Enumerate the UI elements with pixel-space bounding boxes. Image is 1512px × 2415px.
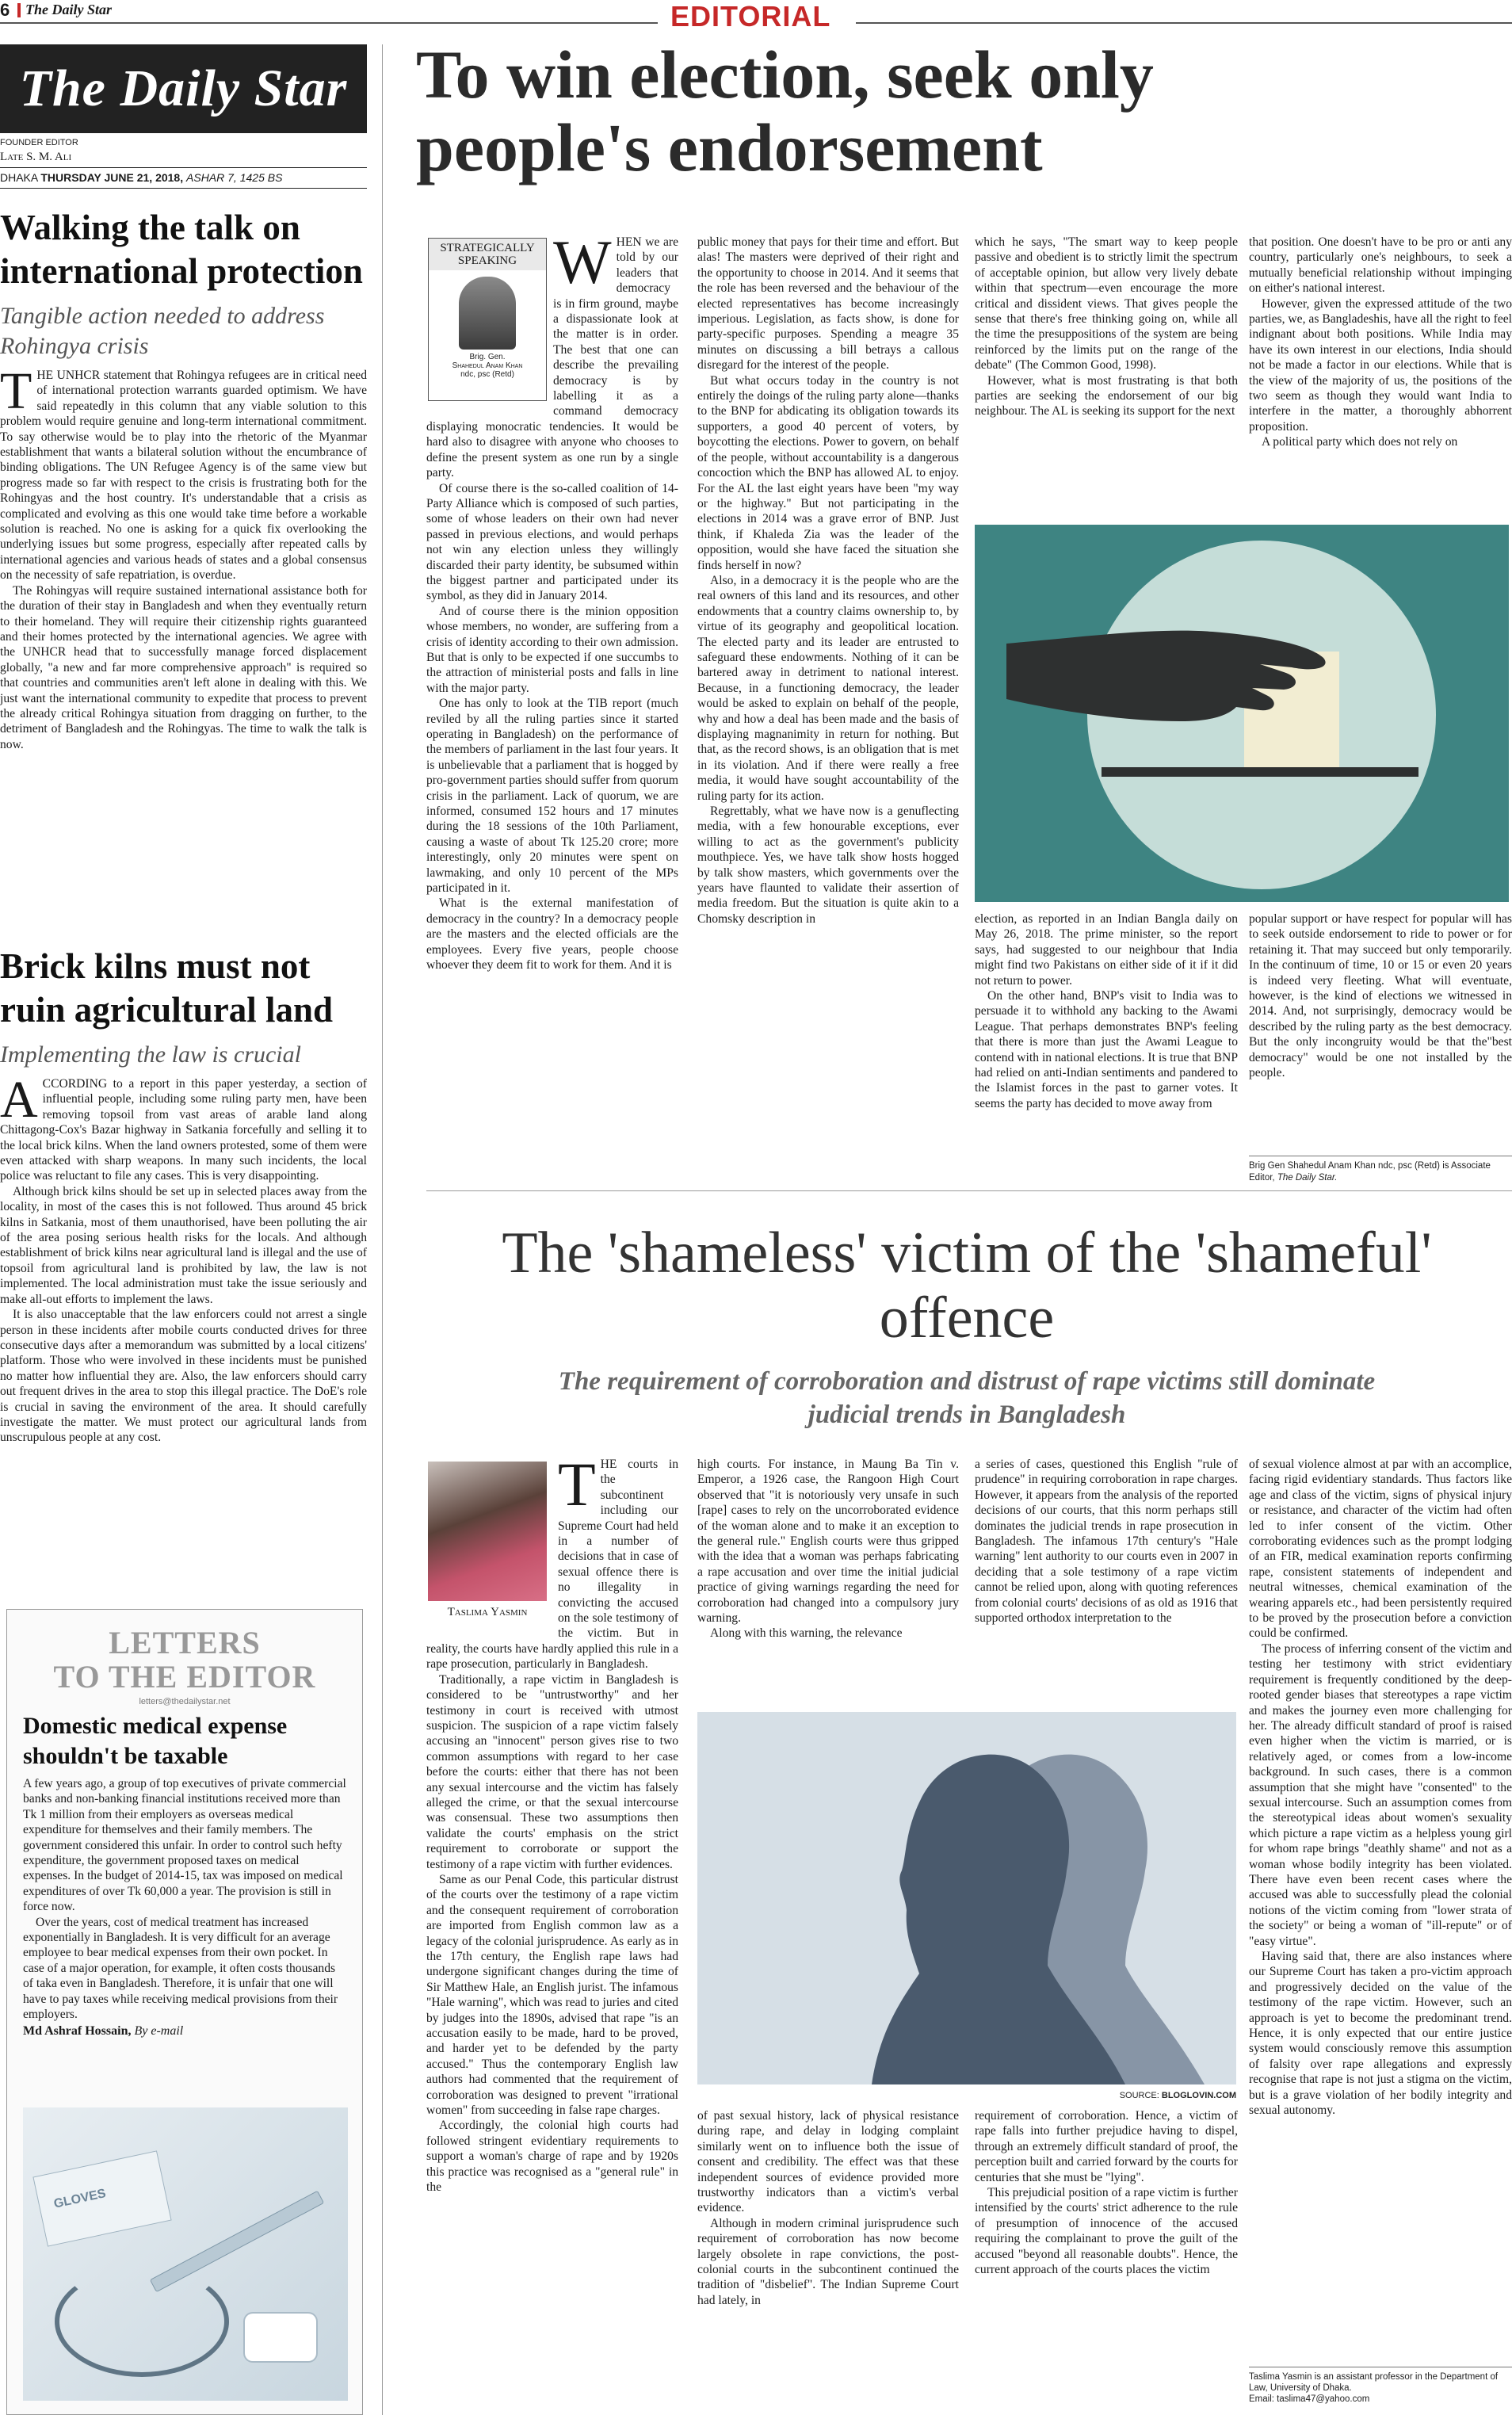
article-2-p13: The process of inferring consent of the victim and testing her testimony with strict evidentiary requirement is frequently conditioned by the deep-rooted gender biases that stereotypes a rape victim and makes the journey even more challenging for her. The already difficult standard of proof is raised even higher when the victim is married, or is relatively aged, or comes from a low-income background. In such cases, there is a common assumption that she might have "consented" to the sexual intercourse. Such an assumption comes from the stereotypical ideas about women's sexuality which picture a rape victim as a helpless young girl for whom rape brings "deathly shame" and not as a woman whose bodily integrity has been violated. There have even been recent cases where the accused was able to successfully plead the colonial notions of the victim coming from "lower strata of the society" or being a woman of "ill-repute" or of "easy virtue". [1249,1641,1512,1948]
drop-cap: T [0,362,32,420]
editorial-1-title: Walking the talk on international protection [0,208,363,291]
drop-cap: A [0,1071,38,1129]
editorial-brick-kilns [0,945,367,1658]
pills [245,2314,316,2361]
article-1-p9: Regrettably, what we have now is a genuflecting media, with a few honourable exceptions, ever willing to act as the government's publicity mouthpiece. Yes, we have talk show hosts hogged by talk show masters, which governments over the years have flaunted to validate their assertion of media freedom. But the situation is quite akin to a Chomsky description in [697,804,959,926]
editorial-1-body-2: The Rohingyas will require sustained international assistance both for the duration of their stay in Bangladesh and when they eventually return to their homeland. They will require their citizenship rights guaranteed and their homes protected by the international agencies. We agree with the UNHCR head that to successfully manage forced displacement globally, "a new and far more comprehensive approach" is required so that countries and communities aren't left alone in dealing with this. We just want the international community to expedite that process to prevent the already critical Rohingya situation from dragging on further, to the detriment of Bangladesh and the Rohingyas. The time to walk the talk is now. [0,583,367,751]
article-1-p1: WHEN we are told by our leaders that democracy is in firm ground, maybe a dispassionate look at the matter is in order. The best that one can describe the prevailing democracy is by labelling it as a command democracy displaying monocratic tendencies. It would be hard also to disagree with anyone who chooses to define the present system as one run by a single party. [426,235,678,480]
hand-shape [1006,631,1326,721]
article-1-p14: A political party which does not rely on [1262,435,1458,449]
article-2-col-3 [975,1457,1238,1702]
gloves-box-label: GLOVES [52,2187,108,2211]
letter-title: Domestic medical expense shouldn't be taxable [23,1713,288,1769]
article-1-p13: However, given the expressed attitude of the two parties, we, as Bangladeshis, have all the right to feel indignant about both positions. While India may have its own interest in our elections, India should not be made a factor in our elections. While that is the view of the majority of us, the positions of the two seem as though they would want India to interfere in the matter, a thoroughly abhorrent proposition. [1249,296,1512,434]
article-2-email: Email: taslima47@yahoo.com [1249,2394,1370,2404]
article-1-col-4b [1249,911,1512,1149]
article-2-bio [1249,2371,1512,2405]
editorial-1-body-1: THE UNHCR statement that Rohingya refugees are in critical need of international protection warrants guarded optimism. We have said repeatedly in this column that any viable solution to this problem would require genuine and long-term international commitment. To say otherwise would be to play into the rhetoric of the Myanmar establishment that wants a bilateral solution without the encumbrance of binding obligations. The UN Refugee Agency is of the same view but progress made so far with respect to the crisis is frustrating both for the Rohingyas and the host country. It's understandable that a crisis as complicated and evolving as this one would take time before a workable solution is reached. No one is asking for a quick fix overlooking the underlying issues but some progress, especially after repeated calls by international agencies and various heads of states and a global consensus on the necessity of safe repatriation, is overdue. [0,362,367,583]
header-paper-name: The Daily Star [25,2,113,17]
article-1-col-4 [1249,235,1512,512]
editorial-2-title: Brick kilns must not ruin agricultural land [0,946,334,1030]
silhouette-icon [697,1712,1236,2084]
letter-via: By e-mail [134,2023,184,2038]
article-2-p14: Having said that, there are also instances where our Supreme Court has taken a pro-victim approach and progressively decided on the value of the testimony of the rape victim. However, such an approach is yet to become the predominant trend. Hence, it is only expected that our entire justice system would consciously remove this assumption of falsity over rape allegations and expressly recognise that rape is not just a stigma on the victim, but is a grave violation of her bodily integrity and sexual autonomy. [1249,1950,1512,2118]
letter-body-1: A few years ago, a group of top executives of private commercial banks and non-banking financial institutions received more than Tk 1 million from their employers as overseas medical expenditure for themselves and their family members. The government considered this unfair. In order to control such hefty expenditure, the government proposed taxes on medical expenses. In the budget of 2014-15, tax was imposed on medical expenditures of over Tk 60,000 a year. The provision is still in force now. [23,1777,346,1914]
editorial-2-body-2: Although brick kilns should be set up in selected places away from the locality, in most of the cases this is not followed. Thus around 45 brick kilns in Satkania, most of them unauthorised, have been polluting the air of the area posing serious health risks for the locals. And although establishment of brick kilns near agricultural land is illegal and the use of topsoil from agricultural land is prohibited by law, the law is not implemented. The local administration must take the issue seriously and make all-out efforts to implement the laws. [0,1184,367,1306]
column-divider [382,44,383,2415]
photo-spacer [426,1457,558,1636]
article-2-p12: of sexual violence almost at par with an accomplice, facing rigid evidentiary standards. Thus factors like age and class of the victim, signs of physical injury or resistance, and character of the victim had often led to infer consent of the victim. Other corroborating evidences such as the prompt lodging of an FIR, medical examination reports confirming rape, consistent statements of independent and neutral witnesses, chemical examination of the wearing apparels etc., had been persistently required to be proved by the prosecution before a conviction could be confirmed. [1249,1458,1512,1641]
gloves-box [32,2150,171,2246]
editorial-rohingya [0,206,367,935]
dateline-rule-top [0,167,367,168]
editorial-2-body-3: It is also unacceptable that the law enforcers could not arrest a single person in these incidents after mobile courts conducted drives for three consecutive days after a memorandum was submitted by a local citizens' platform. Those who were involved in these incidents must be punished no matter how influential they are. Also, the law enforcers should carry out frequent drives in the area to stop this illegal practice. The DoE's role is crucial in saving the environment of the area. It should carefully investigate the matter. We must protect our agricultural lands from unscrupulous people at any cost. [0,1308,367,1445]
drop-cap: T [558,1457,596,1519]
article-2-p5: high courts. For instance, in Maung Ba Tin v. Emperor, a 1926 case, the Rangoon High Court observed that "it is notoriously very unsafe in such [rape] cases to rely on the uncorroborated evidence of the woman alone and to make it an exception to the general rule." English courts were thus gripped with the idea that a woman was perhaps fabricating a rape accusation and over time the initial judicial practice of giving warnings regarding the need for corroboration had changed into a compulsory jury warning. [697,1458,959,1626]
article-2-col-3b [975,2108,1238,2415]
article-1-p17: popular support or have respect for popular will has to seek outside endorsement to ride to power or for retaining it. That may succeed but only temporarily. In the continuum of time, 10 or 15 or even 20 years is indeed very fleeting. What will eventuate, however, is the kind of elections we witnessed in 2014. And, not surprisingly, democracy would be described by the ruling party as the best democracy. But the only incongruity would be that the"best democracy" would be one not installed by the people. [1249,912,1512,1080]
article-2-p1: THE courts in the subcontinent including our Supreme Court had held in a number of decisions that in case of sexual offence there is no illegality in convicting the accused on the sole testimony of the victim. But in reality, the courts have hardly applied this rule in a rape prosecution, particularly in Bangladesh. [426,1457,678,1672]
article-2-headline: The 'shameless' victim of the 'shameful' offence [502,1221,1432,1351]
article-1-col-3 [975,235,1238,512]
article-2-p4: Accordingly, the colonial high courts had followed stringent evidentiary requirements to support a woman's charge of rape and by 1920s this practice was recognised as a "general rule" in the [426,2119,678,2195]
article-1-p10: which he says, "The smart way to keep people passive and obedient is to strictly limit the spectrum of acceptable opinion, but allow very lively debate within that spectrum—even encourage the more critical and dissident views. That gives people the sense that there's free thinking going on, while all the time the presuppositions of the system are being reinforced by the limits put on the range of the debate" (The Common Good, 1998). [975,235,1238,373]
letter-signoff [23,2024,346,2039]
dateline-bangla: ASHAR 7, 1425 BS [186,171,283,184]
article-1-p8: Also, in a democracy it is the people who are the real owners of this land and its resources, and other endowments that a country claims ownership to, by virtue of its geography and geopolitical location. The elected party and its leader are entrusted to safeguard these endowments. Nothing of it can be bartered away in detriment to national interest. Because, in a functioning democracy, the leader would be asked to explain on behalf of the people, why and how a deal has been made and the basis of displaying magnanimity in return for nothing. But that, as the record shows, is an obligation that is met in its violation. And if there were really a free media, it would have sought accountability of the ruling party for its action. [697,573,959,803]
column-name: STRATEGICALLY SPEAKING [429,239,546,270]
hand-icon [975,525,1509,902]
editorial-2-subtitle: Implementing the law is crucial [0,1041,301,1068]
editorial-2-body-1: ACCORDING to a report in this paper yesterday, a section of influential people, including some ruling party men, have been removing topsoil from vast areas of arable land along Chittagong-Cox's Bazar highway in Satkania forcefully and selling it to the local brick kilns. When the land owners protested, some of them were even attacked with sharp weapons. In many such incidents, the local police was reluctant to file any cases. This is very disappointing. [0,1071,367,1183]
author-name: Shahedul Anam Khan [452,361,523,370]
dateline [0,171,367,184]
article-1-p6: public money that pays for their time and effort. But alas! The masters were deprived of their right and the opportunity to choose in 2014. And it seems that the role has been reversed and the behaviour of the elected representatives has become increasingly imperious. Legislation, as facts show, is done for party-specific purposes. Spending a meagre 35 minutes on discussing a bill betrays a callous disregard for the interest of the people. [697,235,959,373]
letter-author: Md Ashraf Hossain, [23,2023,132,2038]
article-separator [426,1190,1512,1191]
article-1-col-1 [426,235,678,1178]
article-1-bio: Brig Gen Shahedul Anam Khan ndc, psc (Retd) is Associate Editor, The Daily Star. [1249,1161,1491,1183]
editorial-1-subtitle: Tangible action needed to address Rohingya crisis [0,303,325,359]
header-separator [17,3,21,17]
letters-box [6,1609,363,2415]
article-2-col-1 [426,1457,678,2415]
page-number: 6 [0,0,10,20]
article-1-p15: election, as reported in an Indian Bangla daily on May 26, 2018. The prime minister, so the report says, had suggested to our neighbour that India might find two Pakistans on either side of it if it did not return to power. [975,912,1238,988]
article-1-p12: that position. One doesn't have to be pro or anti any country, particularly one's neighbours, to seek a mutually beneficial relationship without impinging on either's national interest. [1249,235,1512,296]
article-2-col-2 [697,1457,959,1702]
article-1-col-3b [975,911,1238,1173]
author-box-spacer [426,235,553,406]
author-name: Taslima Yasmin [447,1606,528,1618]
article-1-p3: And of course there is the minion opposition whose members, no wonder, are suffering from a crisis of identity according to their own admission. But that is only to be expected if one succumbs to the attraction of ministerial posts and falls in line with the major party. [426,604,678,695]
letter-body-2: Over the years, cost of medical treatment has increased exponentially in Bangladesh. It is very difficult for an average employee to bear medical expenses from their own pocket. In case of a major operation, for example, it often costs thousands of taka even in Bangladesh. Therefore, it is unfair that one will have to pay taxes while receiving medical provisions from their employers. [23,1915,338,2022]
letters-heading-2: TO THE EDITOR [53,1659,316,1695]
article-2-col-2b [697,2108,959,2415]
article-1-p7: But what occurs today in the country is not entirely the doings of the ruling party alone—thanks to the BNP for abdicating its obligation towards its supporters, a good 40 percent of voters, by boycotting the elections. Power to govern, on behalf of the people, without accountability is a dangerous concoction which the BNP has allowed AL to enjoy. For the AL the last eight years have been "my way or the highway." But not participating in the elections in 2014 was a grave error of BNP. Just think, if Khaleda Zia was the leader of the opposition, would she have faced the situation she finds herself in now? [697,373,959,572]
dateline-date: THURSDAY JUNE 21, 2018, [40,171,184,184]
article-2-p7: a series of cases, questioned this English "rule of prudence" in requiring corroboration in rape charges. However, it appears from the analysis of the reported decisions of our courts, that this norm perhaps still dominates the judicial trends in rape prosecution in Bangladesh. The infamous 17th century's "Hale warning" lent authority to our courts even in 2007 in deciding that a sole testimony of a rape victim cannot be relied upon, along with quoting references from colonial courts' decisions of as old as 1916 that supported orthodox interpretation to the [975,1458,1238,1626]
article-1-p11: However, what is most frustrating is that both parties are seeking the endorsement of our big neighbour. The AL is seeking its support for the next [975,373,1238,418]
logo-text: The Daily Star [19,59,348,117]
article-1-headline: To win election, seek only people's endorsement [416,36,1154,185]
header-rule-right [856,22,1512,24]
stethoscope [55,2266,229,2377]
dateline-city: DHAKA [0,171,38,184]
author-rank: Brig. Gen. [469,353,506,361]
letters-heading-1: LETTERS [109,1625,261,1660]
dateline-rule-bottom [0,188,367,189]
ballot-illustration [975,525,1509,902]
masthead-logo [0,44,367,133]
article-2-p10: requirement of corroboration. Hence, a victim of rape falls into further prejudice having to dispel, through an extremely difficult standard of proof, the perception built and carried forward by the courts for centuries that she must be "lying". [975,2109,1238,2184]
section-label: EDITORIAL [670,0,831,32]
article-2-p9: Although in modern criminal jurisprudence such requirement of corroboration has now become largely obsolete in rape convictions, the post-colonial courts in the subcontinent continued the tradition of "disbelief". The Indian Supreme Court had lately, in [697,2216,959,2307]
article-2-p3: Same as our Penal Code, this particular distrust of the courts over the testimony of a rape victim and the consequent requirement of corroboration are imported from English common law as a legacy of the colonial jurisprudence. As early as in the 17th century, the English rape laws had undergone significant changes during the time of Sir Matthew Hale, an English jurist. The infamous "Hale warning", which was read to juries and cited by judges into the 1890s, advised that rape "is an accusation easily to be made, hard to be proved, and harder yet to be defended by the party accused." Thus the contemporary English law authors had commented that the requirement of corroboration was designed to prevent "irrational women" from succeeding in false rape charges. [426,1872,678,2118]
article-2-col-4 [1249,1457,1512,2360]
article-1-p16: On the other hand, BNP's visit to India was to persuade it to withhold any backing to the Awami League. That perhaps demonstrates BNP's feeling that there is more than just the Awami League to contend with in national elections. It is true that BNP had relied on anti-Indian sentiments and pandered to the Islamist forces in the past to garner votes. It seems the party has decided to move away from [975,989,1238,1110]
header-rule-left [0,22,658,24]
founder-name: Late S. M. Ali [0,151,72,163]
article-2-p11: This prejudicial position of a rape victim is further intensified by the courts' strict adherence to the rule of presumption of innocence of the accused requiring the complainant to prove the guilt of the accused "beyond all reasonable doubts". Hence, the current approach of the courts places the victim [975,2186,1238,2277]
drop-cap: W [553,235,612,296]
medical-illustration [23,2107,348,2401]
article-2-p8: of past sexual history, lack of physical resistance during rape, and delay in lodging complaint similarly went on to influence both the issue of consent and credibility. The effect was that these independent sources of evidence provided more trustworthy indicators than a victim's verbal evidence. [697,2109,959,2215]
article-1-col-2 [697,235,959,1178]
silhouette-illustration [697,1712,1236,2084]
image-source: SOURCE: BLOGLOVIN.COM [1119,2091,1236,2100]
letters-email: letters@thedailystar.net [139,1697,231,1706]
author-post: ndc, psc (Retd) [460,370,514,379]
article-1-p2: Of course there is the so-called coalition of 14-Party Alliance which is composed of such parties, some of whose leaders on their own had never passed in previous elections, and would perhaps not win any election unless they willingly discarded their party identity, be subsumed within the biggest partner and participated under its symbol, as they did in January 2014. [426,481,678,603]
article-2-bio-text: Taslima Yasmin is an assistant professor in the Department of Law, University of Dhaka. [1249,2372,1499,2393]
article-2-p2: Traditionally, a rape victim in Bangladesh is considered to be "untrustworthy" and her testimony in court is received with utmost suspicion. The suspicion of a rape victim falsely accusing an "innocent" person gives rise to two common assumptions with regard to her case before the courts: either that there has not been any sexual intercourse and the victim has falsely alleged the crime, or that the sexual intercourse was consensual. These two assumptions then validate the courts' emphasis on the strict requirement to corroborate or support the testimony of a rape victim with further evidences. [426,1672,678,1871]
article-2-standfirst: The requirement of corroboration and distrust of rape victims still dominate judicial trends in Bangladesh [558,1367,1376,1429]
article-2-p6: Along with this warning, the relevance [710,1626,903,1641]
article-1-p4: One has only to look at the TIB report (much reviled by all the ruling parties since it started operating in Bangladesh) on the performance of the members of parliament in the last four years. It is unbelievable that a parliament that is hogged by pro-government parties should suffer from quorum crisis in the parliament. Lack of quorum, we are informed, consumed 152 hours and 17 minutes during the 18 sessions of the 10th Parliament, causing a waste of about Tk 125.20 crore; more interestingly, only 20 minutes were spent on lawmaking, and only 10 percent of the MPs participated in it. [426,697,678,896]
founder-label: FOUNDER EDITOR [0,138,78,147]
article-1-p5: What is the external manifestation of democracy in the country? In a democracy people are the masters and the elected officials are the employees. Every five years, people choose whoever they deem fit to work for them. And it is [426,896,678,972]
